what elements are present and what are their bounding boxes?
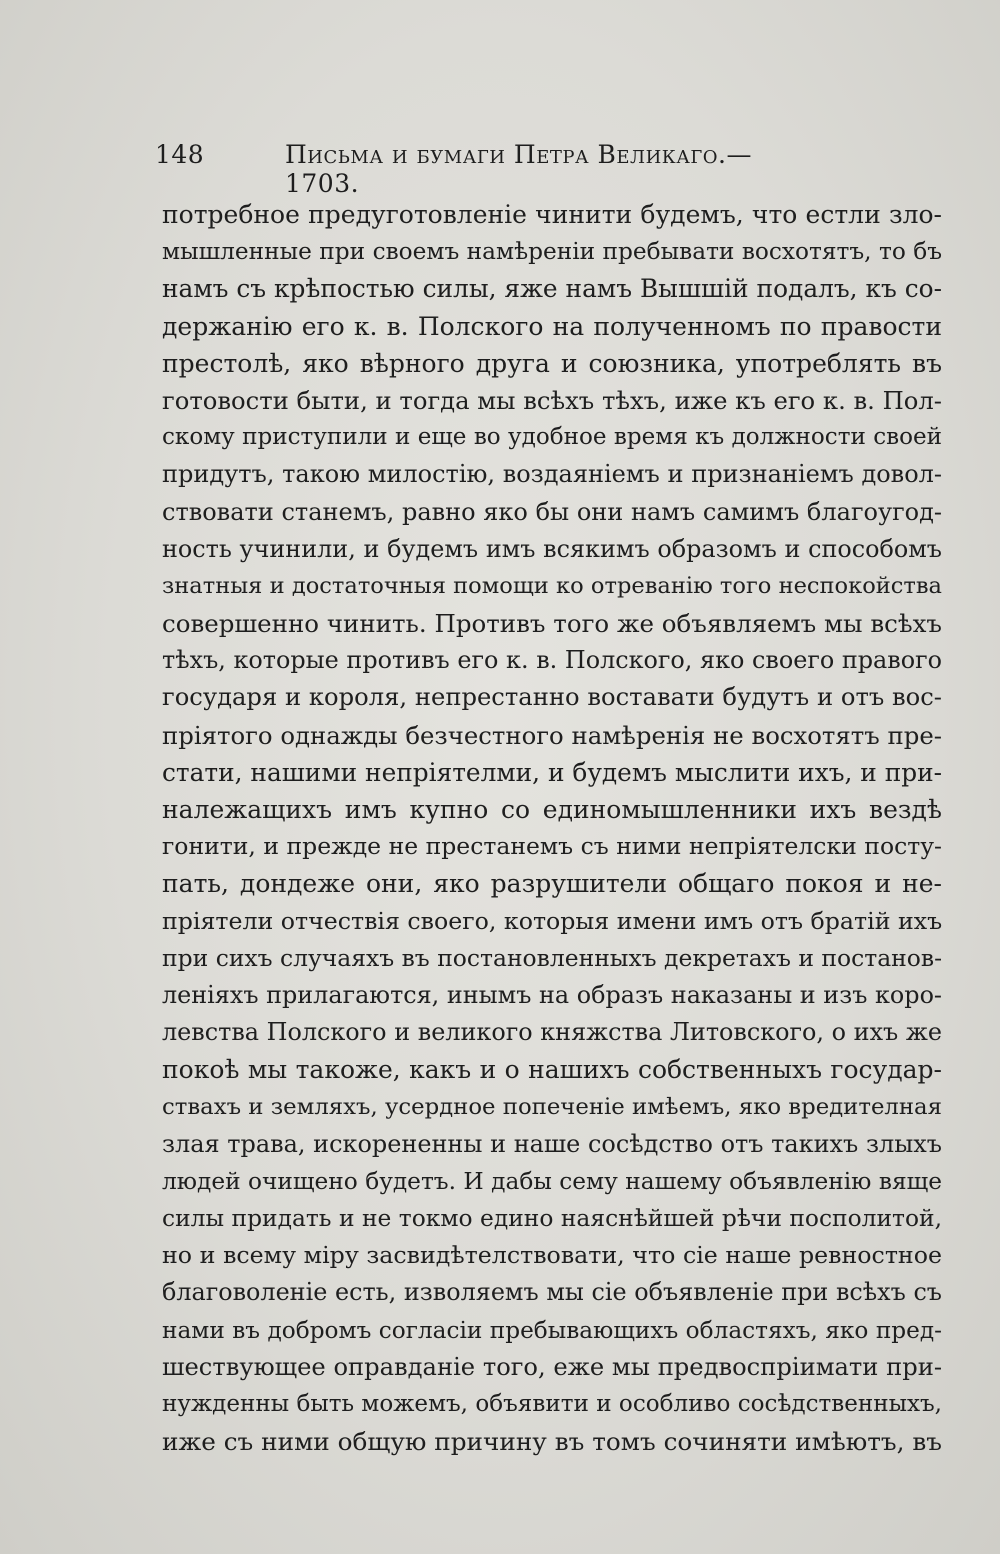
text-line: скому приступили и еще во удобное время къ должности своей [162,424,942,451]
text-line: левства Полского и великого княжства Литовского, о ихъ же [162,1018,942,1047]
text-line: ность учинили, и будемъ имъ всякимъ образомъ и способомъ [162,534,942,563]
text-line: пріятели отчествія своего, которыя имени имъ отъ братій ихъ [162,906,943,935]
running-title: Письма и бумаги Петра Великаго.—1703. [285,140,752,198]
body-text [162,196,942,1460]
text-line: знатныя и достаточныя помощи ко отреванію того неспокойства [162,572,942,599]
text-line: належащихъ имъ купно со единомышленники ихъ вездѣ [162,795,942,824]
text-line: ствахъ и земляхъ, усердное попеченіе имѣемъ, яко вредителная [162,1093,942,1120]
text-line: престолѣ, яко вѣрного друга и союзника, употреблять въ [162,348,942,378]
text-line: стати, нашими непріятелми, и будемъ мыслити ихъ, и при- [162,757,942,787]
text-line: придутъ, такою милостію, воздаяніемъ и признаніемъ довол- [162,460,942,489]
text-line: покоѣ мы такоже, какъ и о нашихъ собственныхъ государ- [162,1055,942,1085]
text-line: людей очищено будетъ. И дабы сему нашему объявленію вяще [162,1167,942,1195]
text-line: ствовати станемъ, равно яко бы они намъ самимъ благоугод- [162,497,942,526]
text-line: силы придать и не токмо едино наяснѣйшей рѣчи посполитой, [162,1204,942,1233]
text-line: благоволеніе есть, изволяемъ мы сіе объявленіе при всѣхъ съ [162,1278,942,1307]
text-line: мышленные при своемъ намѣреніи пребывати восхотятъ, то бъ [162,238,942,266]
text-line: потребное предуготовленіе чинити будемъ, что естли зло- [162,200,942,229]
text-line: гонити, и прежде не престанемъ съ ними непріятелски посту- [162,832,942,861]
page-header [150,140,800,198]
text-line: нужденны быть можемъ, объявити и особливо сосѣдственныхъ, [162,1391,942,1417]
text-line: держанію его к. в. Полского на полученномъ по правости [162,311,942,341]
text-line: тѣхъ, которые противъ его к. в. Полского, яко своего правого [162,646,942,675]
text-line: иже съ ними общую причину въ томъ сочиняти имѣютъ, въ [162,1427,942,1457]
text-line: при сихъ случаяхъ въ постановленныхъ декретахъ и постанов- [162,943,942,972]
text-line: совершенно чинить. Противъ того же объявляемъ мы всѣхъ [162,609,942,639]
text-line: государя и короля, непрестанно воставати будутъ и отъ вос- [162,683,942,712]
text-line: злая трава, искорененны и наше сосѣдство отъ такихъ злыхъ [162,1129,942,1158]
text-line: нами въ добромъ согласіи пребывающихъ областяхъ, яко пред- [162,1316,942,1344]
text-line: шествующее оправданіе того, еже мы предвоспріимати при- [162,1352,943,1381]
text-line: пать, дондеже они, яко разрушители общаго покоя и не- [162,869,942,899]
text-line: намъ съ крѣпостью силы, яже намъ Вышшій подалъ, къ со- [162,274,942,304]
page-number: 148 [155,140,205,169]
text-line: пріятого однажды безчестного намѣренія не восхотятъ пре- [162,720,942,750]
text-line: готовости быти, и тогда мы всѣхъ тѣхъ, иже къ его к. в. Пол- [162,385,942,415]
text-line: но и всему міру засвидѣтелствовати, что сіе наше ревностное [162,1241,942,1270]
text-line: леніяхъ прилагаются, инымъ на образъ наказаны и изъ коро- [162,980,942,1009]
